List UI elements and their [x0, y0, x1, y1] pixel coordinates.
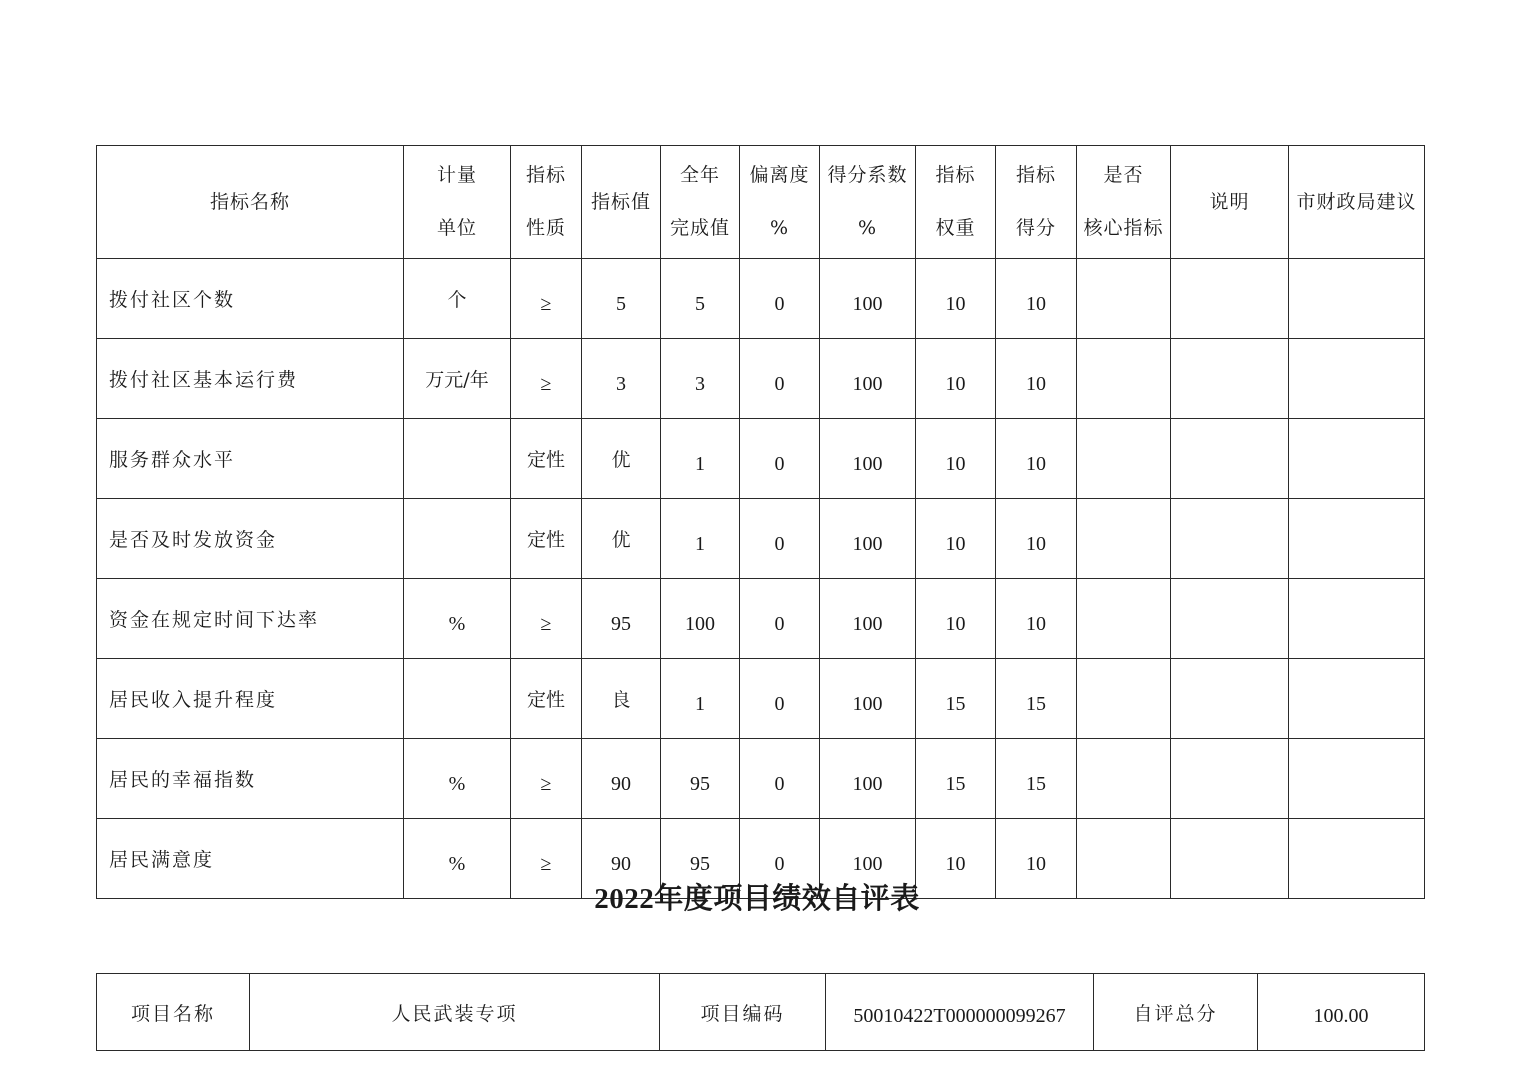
indicator-name-cell: 居民满意度	[97, 819, 404, 899]
core-indicator-cell	[1077, 499, 1171, 579]
weight-cell: 10	[916, 339, 996, 419]
coefficient-cell: 100	[820, 739, 916, 819]
score-cell: 15	[996, 739, 1077, 819]
advice-cell	[1289, 659, 1425, 739]
actual-value-cell: 3	[661, 339, 740, 419]
coefficient-cell: 100	[820, 819, 916, 899]
unit-cell	[404, 419, 511, 499]
header-cell: 偏离度 %	[740, 146, 820, 259]
total-score-label: 自评总分	[1094, 974, 1258, 1051]
actual-value-cell: 5	[661, 259, 740, 339]
header-cell: 指标值	[582, 146, 661, 259]
project-info-table	[96, 973, 1425, 1051]
indicator-name-cell: 居民的幸福指数	[97, 739, 404, 819]
total-score-value: 100.00	[1258, 974, 1425, 1051]
table-row	[97, 259, 1425, 339]
target-value-cell: 3	[582, 339, 661, 419]
indicator-name-cell: 是否及时发放资金	[97, 499, 404, 579]
note-cell	[1171, 739, 1289, 819]
coefficient-cell: 100	[820, 659, 916, 739]
nature-cell: 定性	[511, 659, 582, 739]
project-name-label: 项目名称	[97, 974, 250, 1051]
nature-cell: ≥	[511, 579, 582, 659]
table-row	[97, 579, 1425, 659]
core-indicator-cell	[1077, 419, 1171, 499]
coefficient-cell: 100	[820, 499, 916, 579]
coefficient-cell: 100	[820, 259, 916, 339]
target-value-cell: 90	[582, 819, 661, 899]
actual-value-cell: 1	[661, 499, 740, 579]
unit-cell: %	[404, 579, 511, 659]
unit-cell	[404, 499, 511, 579]
weight-cell: 10	[916, 419, 996, 499]
actual-value-cell: 95	[661, 739, 740, 819]
project-code-label: 项目编码	[660, 974, 826, 1051]
page-title: 2022年度项目绩效自评表	[594, 883, 920, 915]
header-cell: 指标 性质	[511, 146, 582, 259]
table-header-row	[97, 146, 1425, 259]
note-cell	[1171, 659, 1289, 739]
core-indicator-cell	[1077, 579, 1171, 659]
deviation-cell: 0	[740, 259, 820, 339]
indicator-name-cell: 拨付社区基本运行费	[97, 339, 404, 419]
note-cell	[1171, 259, 1289, 339]
indicator-name-cell: 资金在规定时间下达率	[97, 579, 404, 659]
header-cell: 指标名称	[97, 146, 404, 259]
advice-cell	[1289, 499, 1425, 579]
advice-cell	[1289, 739, 1425, 819]
core-indicator-cell	[1077, 659, 1171, 739]
coefficient-cell: 100	[820, 419, 916, 499]
indicator-name-cell: 居民收入提升程度	[97, 659, 404, 739]
core-indicator-cell	[1077, 739, 1171, 819]
indicator-table	[96, 145, 1425, 899]
note-cell	[1171, 499, 1289, 579]
score-cell: 10	[996, 579, 1077, 659]
unit-cell: %	[404, 739, 511, 819]
target-value-cell: 5	[582, 259, 661, 339]
table-row	[97, 419, 1425, 499]
deviation-cell: 0	[740, 419, 820, 499]
deviation-cell: 0	[740, 819, 820, 899]
weight-cell: 15	[916, 739, 996, 819]
table-row	[97, 499, 1425, 579]
note-cell	[1171, 339, 1289, 419]
target-value-cell: 良	[582, 659, 661, 739]
header-cell: 指标 权重	[916, 146, 996, 259]
target-value-cell: 90	[582, 739, 661, 819]
unit-cell: 个	[404, 259, 511, 339]
score-cell: 15	[996, 659, 1077, 739]
deviation-cell: 0	[740, 739, 820, 819]
score-cell: 10	[996, 499, 1077, 579]
project-name-value: 人民武装专项	[250, 974, 660, 1051]
weight-cell: 10	[916, 259, 996, 339]
note-cell	[1171, 579, 1289, 659]
advice-cell	[1289, 339, 1425, 419]
table-row	[97, 739, 1425, 819]
table-row	[97, 339, 1425, 419]
weight-cell: 10	[916, 499, 996, 579]
nature-cell: 定性	[511, 419, 582, 499]
unit-cell	[404, 659, 511, 739]
nature-cell: ≥	[511, 339, 582, 419]
score-cell: 10	[996, 819, 1077, 899]
indicator-name-cell: 服务群众水平	[97, 419, 404, 499]
nature-cell: 定性	[511, 499, 582, 579]
header-cell: 市财政局建议	[1289, 146, 1425, 259]
core-indicator-cell	[1077, 339, 1171, 419]
weight-cell: 10	[916, 819, 996, 899]
table-row	[97, 659, 1425, 739]
coefficient-cell: 100	[820, 579, 916, 659]
header-cell: 计量 单位	[404, 146, 511, 259]
actual-value-cell: 95	[661, 819, 740, 899]
advice-cell	[1289, 259, 1425, 339]
header-cell: 指标 得分	[996, 146, 1077, 259]
nature-cell: ≥	[511, 819, 582, 899]
score-cell: 10	[996, 339, 1077, 419]
deviation-cell: 0	[740, 499, 820, 579]
nature-cell: ≥	[511, 739, 582, 819]
header-cell: 全年 完成值	[661, 146, 740, 259]
unit-cell: %	[404, 819, 511, 899]
coefficient-cell: 100	[820, 339, 916, 419]
nature-cell: ≥	[511, 259, 582, 339]
deviation-cell: 0	[740, 659, 820, 739]
advice-cell	[1289, 579, 1425, 659]
actual-value-cell: 1	[661, 659, 740, 739]
header-cell: 得分系数 %	[820, 146, 916, 259]
project-info-row	[97, 974, 1425, 1051]
target-value-cell: 95	[582, 579, 661, 659]
weight-cell: 10	[916, 579, 996, 659]
deviation-cell: 0	[740, 339, 820, 419]
score-cell: 10	[996, 259, 1077, 339]
weight-cell: 15	[916, 659, 996, 739]
score-cell: 10	[996, 419, 1077, 499]
project-code-value: 50010422T000000099267	[826, 974, 1094, 1051]
advice-cell	[1289, 419, 1425, 499]
unit-cell: 万元/年	[404, 339, 511, 419]
target-value-cell: 优	[582, 499, 661, 579]
core-indicator-cell	[1077, 259, 1171, 339]
deviation-cell: 0	[740, 579, 820, 659]
indicator-name-cell: 拨付社区个数	[97, 259, 404, 339]
actual-value-cell: 1	[661, 419, 740, 499]
note-cell	[1171, 419, 1289, 499]
target-value-cell: 优	[582, 419, 661, 499]
header-cell: 是否 核心指标	[1077, 146, 1171, 259]
header-cell: 说明	[1171, 146, 1289, 259]
actual-value-cell: 100	[661, 579, 740, 659]
